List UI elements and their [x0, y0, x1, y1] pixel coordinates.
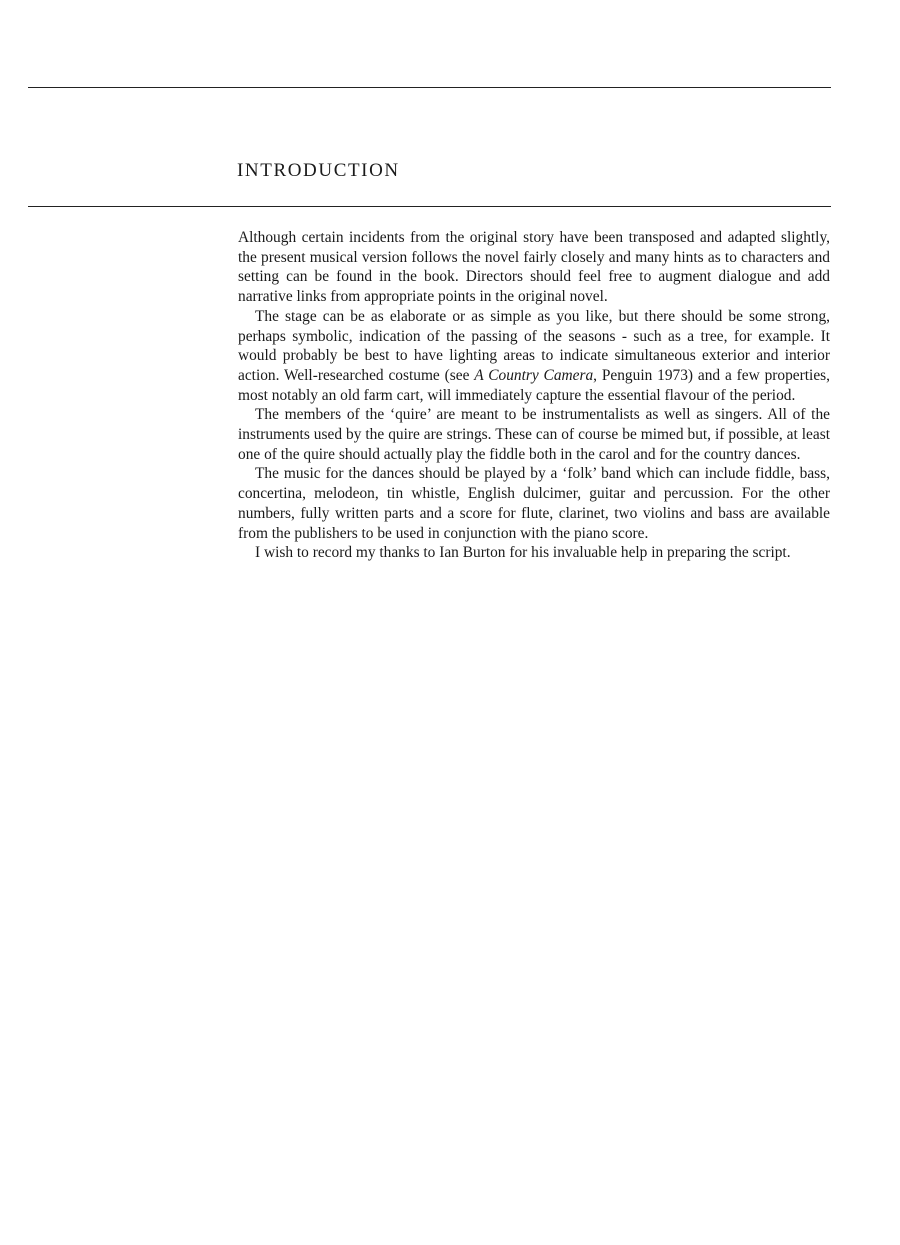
paragraph-2-text-before: The stage can be as elaborate or as simple as you like, but there should be some strong, perhaps symbolic, indication of the passing of the seasons - such as a tree, for example. It would probably be best to have lighting areas to indicate simultaneous exterior and interior action. Well-researched costume (see — [238, 307, 830, 384]
book-title: A Country Camera — [474, 366, 594, 384]
paragraph-2-text-after: , Penguin 1973) and a few properties, most notably an old farm cart, will immediately capture the essential flavour of the period. — [238, 366, 830, 404]
paragraph-3: The members of the ‘quire’ are meant to be instrumentalists as well as singers. All of the instruments used by the quire are strings. These can of course be mimed but, if possible, at least one of the quire should actually play the fiddle both in the carol and for the country dances. — [238, 406, 830, 463]
paragraph-4: The music for the dances should be played by a ‘folk’ band which can include fiddle, bass, concertina, melodeon, tin whistle, English dulcimer, guitar and percussion. For the other numbers, fully written parts and a score for flute, clarinet, two violins and bass are available from the publishers to be used in conjunction with the piano score. — [238, 465, 830, 542]
title-rule — [28, 206, 831, 207]
paragraph-2 — [238, 307, 830, 406]
top-rule — [28, 87, 831, 88]
paragraph-1: Although certain incidents from the original story have been transposed and adapted slightly, the present musical version follows the novel fairly closely and many hints as to characters and setting can be found in the book. Directors should feel free to augment dialogue and add narrative links from appropriate points in the original novel. — [238, 229, 830, 306]
introduction-body — [238, 228, 830, 563]
paragraph-5: I wish to record my thanks to Ian Burton for his invaluable help in preparing the script. — [255, 544, 791, 562]
page-title: INTRODUCTION — [237, 160, 400, 181]
